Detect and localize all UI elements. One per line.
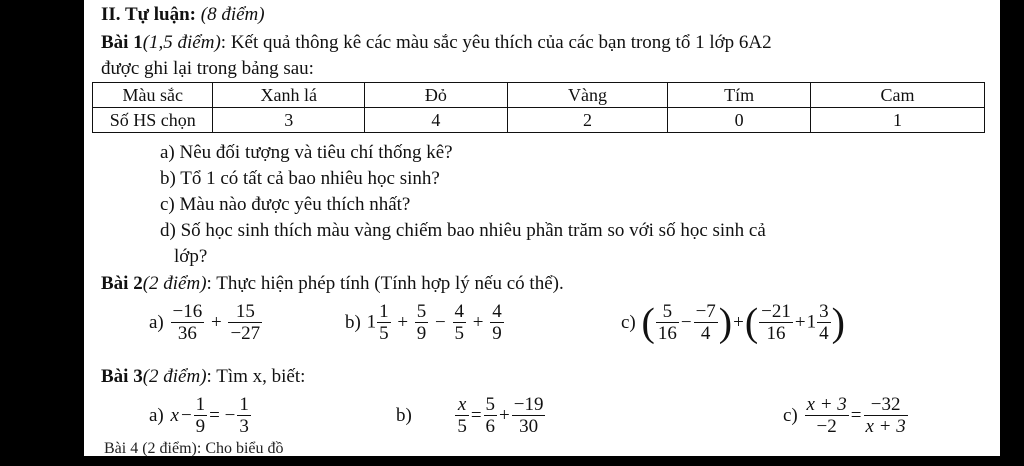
b2-expr-a: a) $\frac{-16}{36}$ + $\frac{15}{-27}$ bbox=[149, 301, 261, 344]
fraction: $\frac{x + 3}{-2}$ bbox=[806, 394, 847, 437]
table-cell: 0 bbox=[668, 108, 811, 133]
color-table bbox=[92, 82, 985, 133]
worksheet-page bbox=[84, 0, 1000, 456]
b1-question-b: b) Tổ 1 có tất cả bao nhiêu học sinh? bbox=[160, 168, 440, 189]
table-row bbox=[93, 108, 985, 133]
fraction: $\frac{1}{3}$ bbox=[239, 394, 249, 437]
table-cell: Màu sắc bbox=[93, 83, 213, 108]
fraction: $\frac{5}{6}$ bbox=[485, 394, 496, 437]
b1-heading-line2: được ghi lại trong bảng sau: bbox=[101, 58, 314, 79]
table-cell: Xanh lá bbox=[213, 83, 365, 108]
fraction: $\frac{x}{5}$ bbox=[457, 394, 467, 437]
fraction: $\frac{-32}{x + 3}$ bbox=[865, 394, 906, 437]
fraction: $\frac{-7}{4}$ bbox=[695, 301, 716, 344]
b3-heading: Bài 3(2 điểm): Tìm x, biết: bbox=[101, 366, 306, 387]
table-cell: 2 bbox=[507, 108, 668, 133]
b3-expr-b: b) $\frac{x}{5}$ = $\frac{5}{6}$ + $\frac{-19}{30}$ bbox=[396, 394, 544, 437]
table-cell: Cam bbox=[811, 83, 985, 108]
cutoff-text: Bài 4 (2 điểm): Cho biểu đồ bbox=[104, 440, 284, 457]
b1-question-a: a) Nêu đối tượng và tiêu chí thống kê? bbox=[160, 142, 453, 163]
b3-expr-a: a) x − $\frac{1}{9}$ = − $\frac{1}{3}$ bbox=[149, 394, 249, 437]
b2-expr-c: c) ( $\frac{5}{16}$ − $\frac{-7}{4}$ )+( $\frac{-21}{16}$ +1 $\frac{3}{4}$ ) bbox=[621, 299, 845, 345]
table-cell: 4 bbox=[365, 108, 508, 133]
table-cell: Đỏ bbox=[365, 83, 508, 108]
table-cell: Số HS chọn bbox=[93, 108, 213, 133]
fraction: $\frac{1}{9}$ bbox=[195, 394, 206, 437]
fraction: $\frac{-16}{36}$ bbox=[172, 301, 203, 344]
b1-question-d-cont: lớp? bbox=[174, 246, 208, 267]
fraction: $\frac{5}{9}$ bbox=[416, 301, 427, 344]
b1-question-d: d) Số học sinh thích màu vàng chiếm bao nhiêu phần trăm so với số học sinh cả bbox=[160, 220, 766, 241]
fraction: $\frac{-21}{16}$ bbox=[761, 301, 791, 344]
fraction: $\frac{1}{5}$ bbox=[379, 301, 389, 344]
table-cell: 1 bbox=[811, 108, 985, 133]
b1-question-c: c) Màu nào được yêu thích nhất? bbox=[160, 194, 411, 215]
b3-expr-c: c) $\frac{x + 3}{-2}$ = $\frac{-32}{x + 3}$ bbox=[783, 394, 906, 437]
b1-heading: Bài 1(1,5 điểm): Kết quả thông kê các màu sắc yêu thích của các bạn trong tổ 1 lớp 6A2 bbox=[101, 32, 772, 53]
fraction: $\frac{5}{16}$ bbox=[657, 301, 677, 344]
fraction: $\frac{15}{-27}$ bbox=[230, 301, 261, 344]
fraction: $\frac{3}{4}$ bbox=[819, 301, 829, 344]
table-cell: Tím bbox=[668, 83, 811, 108]
table-cell: 3 bbox=[213, 108, 365, 133]
fraction: $\frac{4}{9}$ bbox=[492, 301, 502, 344]
b2-heading: Bài 2(2 điểm): Thực hiện phép tính (Tính hợp lý nếu có thể). bbox=[101, 273, 564, 294]
section-title: II. Tự luận: (8 điểm) bbox=[101, 4, 265, 25]
fraction: $\frac{4}{5}$ bbox=[454, 301, 465, 344]
b2-expr-b: b) 1 $\frac{1}{5}$ + $\frac{5}{9}$ − $\frac{4}{5}$ + $\frac{4}{9}$ bbox=[345, 301, 502, 344]
fraction: $\frac{-19}{30}$ bbox=[513, 394, 544, 437]
table-cell: Vàng bbox=[507, 83, 668, 108]
table-row bbox=[93, 83, 985, 108]
